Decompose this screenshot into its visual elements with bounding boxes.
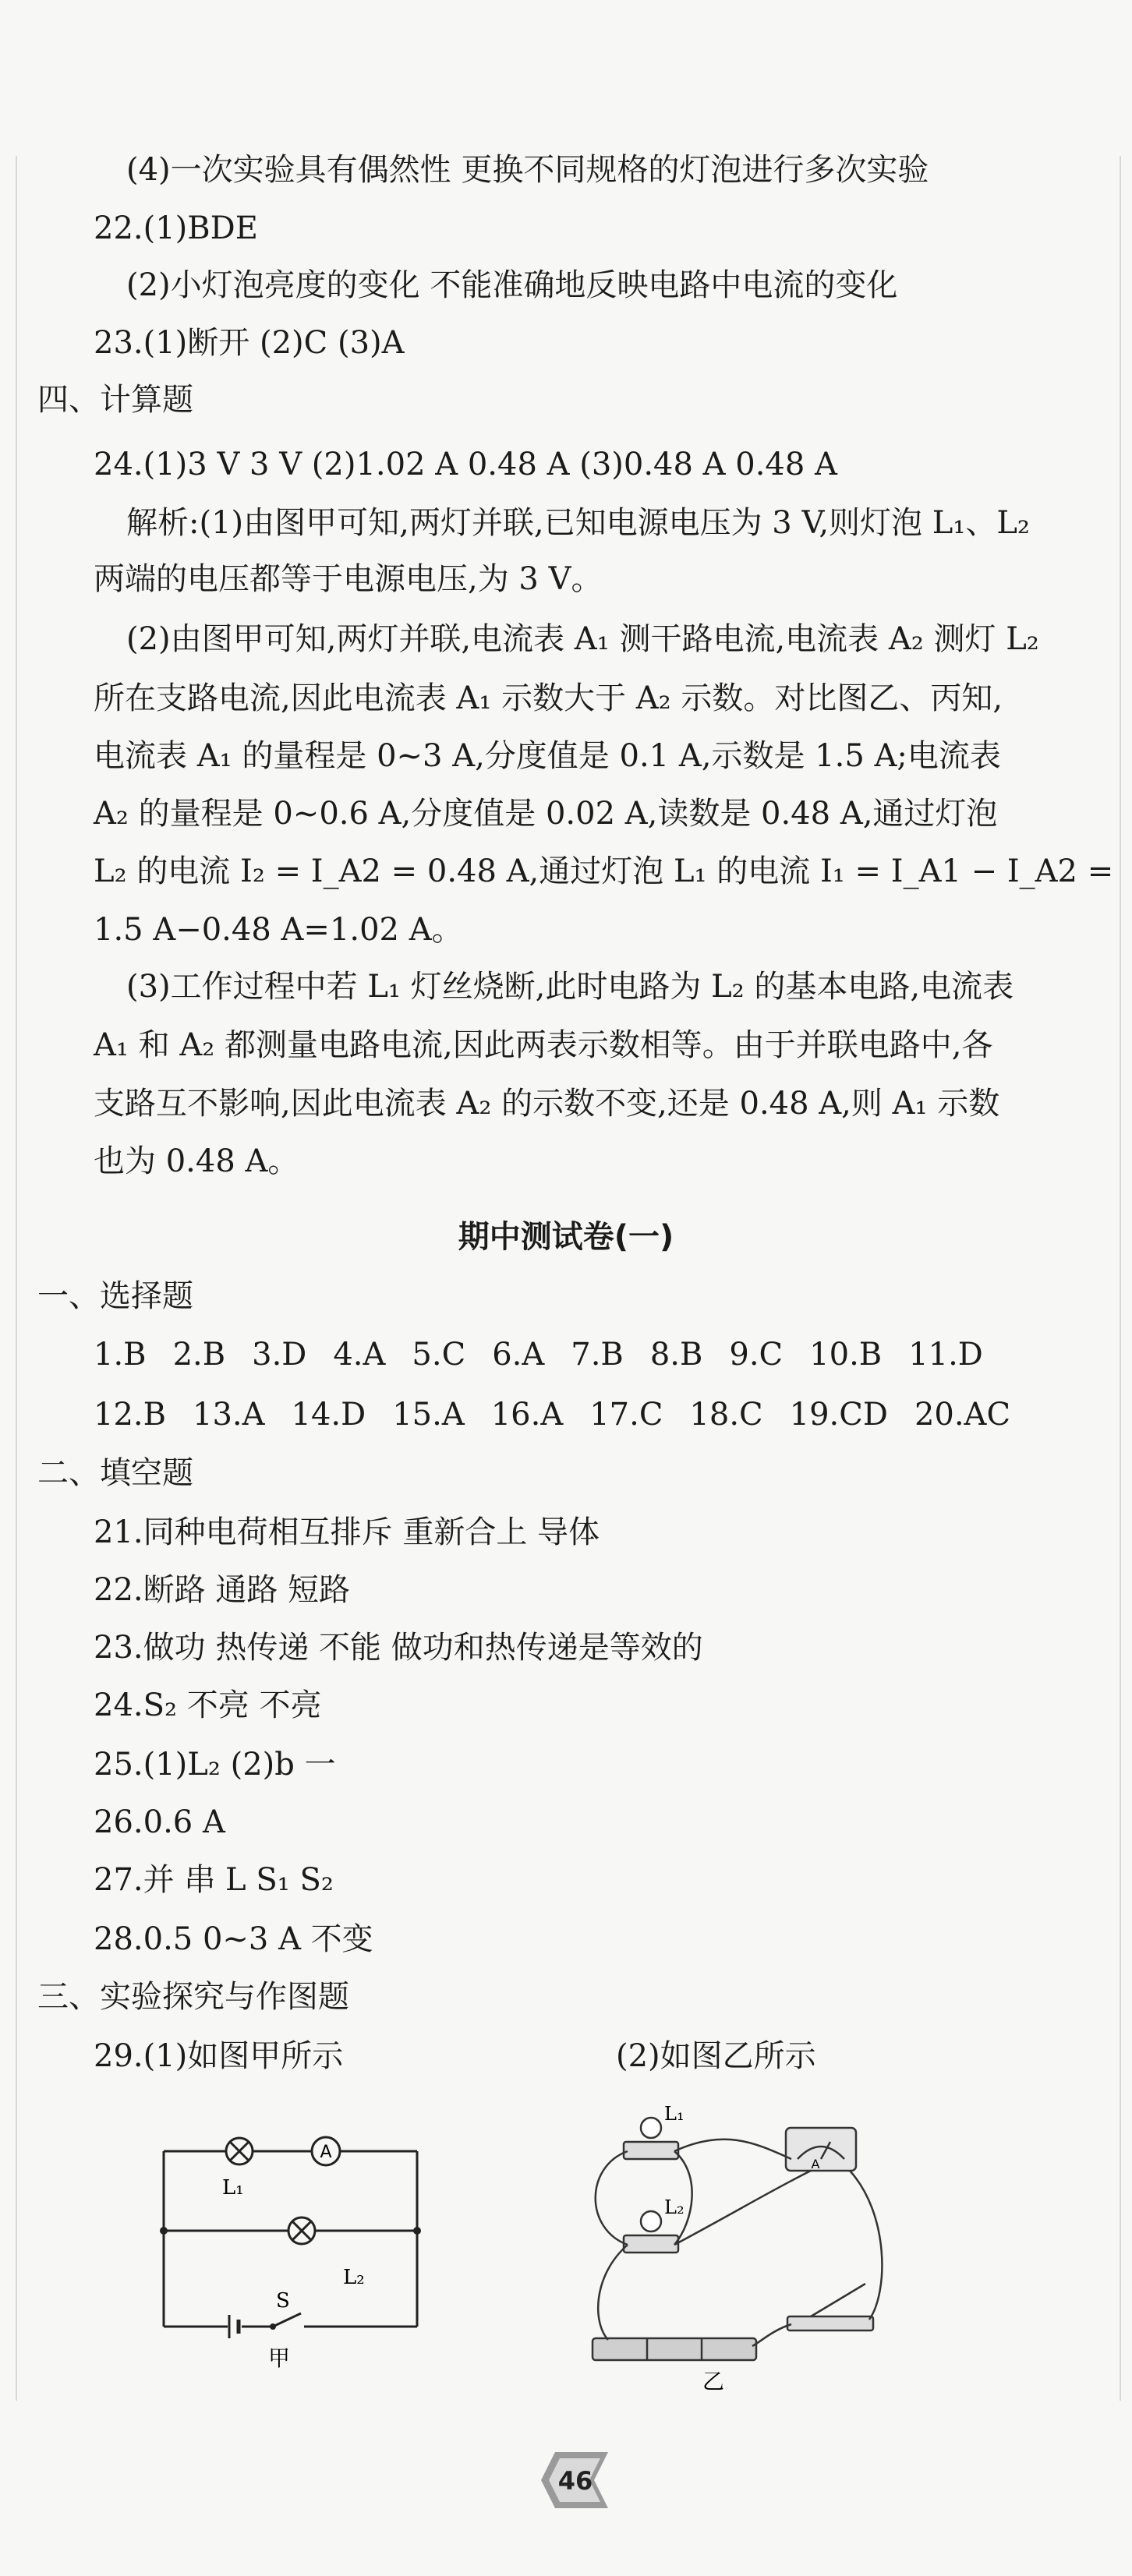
mcq-answer: 9.C bbox=[729, 1337, 784, 1373]
explanation-line: 两端的电压都等于电源电压,为 3 V。 bbox=[94, 561, 603, 597]
fill-answer: 24.S₂ 不亮 不亮 bbox=[94, 1687, 322, 1723]
mcq-answer: 17.C bbox=[589, 1397, 663, 1433]
left-margin-rule bbox=[16, 156, 17, 2401]
mcq-answer: 7.B bbox=[571, 1337, 624, 1373]
lamp-label: L₂ bbox=[664, 2196, 685, 2218]
fill-answer: 28.0.5 0~3 A 不变 bbox=[94, 1921, 373, 1957]
page-number-badge bbox=[539, 2447, 614, 2513]
lamp-label: L₁ bbox=[664, 2103, 685, 2125]
explanation-line: 解析:(1)由图甲可知,两灯并联,已知电源电压为 3 V,则灯泡 L₁、L₂ bbox=[126, 505, 1030, 541]
answer-line: 24.(1)3 V 3 V (2)1.02 A 0.48 A (3)0.48 A 0.48 A bbox=[94, 447, 837, 482]
mcq-answer: 15.A bbox=[392, 1397, 465, 1433]
mcq-answer: 4.A bbox=[333, 1337, 386, 1373]
mcq-answer: 3.D bbox=[252, 1337, 307, 1373]
ammeter-label: A bbox=[811, 2157, 820, 2171]
explanation-line: (2)由图甲可知,两灯并联,电流表 A₁ 测干路电流,电流表 A₂ 测灯 L₂ bbox=[126, 621, 1039, 657]
mcq-answer: 8.B bbox=[649, 1337, 703, 1373]
answer-line: (2)小灯泡亮度的变化 不能准确地反映电路中电流的变化 bbox=[126, 267, 898, 303]
explanation-line: A₂ 的量程是 0~0.6 A,分度值是 0.02 A,读数是 0.48 A,通过灯泡 bbox=[94, 796, 998, 832]
answer-line: 22.(1)BDE bbox=[94, 210, 258, 246]
mcq-answer: 11.D bbox=[908, 1337, 983, 1373]
lamp-label: L₂ bbox=[343, 2266, 365, 2289]
fill-answer: 21.同种电荷相互排斥 重新合上 导体 bbox=[94, 1514, 600, 1550]
section-heading: 三、实验探究与作图题 bbox=[37, 1979, 349, 2015]
exam-title: 期中测试卷(一) bbox=[458, 1219, 674, 1255]
mcq-answer: 16.A bbox=[490, 1397, 564, 1433]
explanation-line: 也为 0.48 A。 bbox=[94, 1143, 299, 1179]
mcq-row-1 bbox=[94, 1333, 1010, 1376]
answer-line: (4)一次实验具有偶然性 更换不同规格的灯泡进行多次实验 bbox=[126, 152, 929, 188]
page-number: 46 bbox=[557, 2466, 593, 2496]
explanation-line: A₁ 和 A₂ 都测量电路电流,因此两表示数相等。由于并联电路中,各 bbox=[94, 1027, 993, 1063]
mcq-answer: 12.B bbox=[94, 1397, 167, 1433]
fill-answer: (2)如图乙所示 bbox=[616, 2038, 816, 2074]
explanation-line: 所在支路电流,因此电流表 A₁ 示数大于 A₂ 示数。对比图乙、丙知, bbox=[94, 680, 1003, 716]
figure-caption: 甲 bbox=[267, 2345, 291, 2371]
mcq-answer: 10.B bbox=[809, 1337, 883, 1373]
mcq-row-2 bbox=[94, 1393, 1037, 1436]
mcq-answer: 18.C bbox=[689, 1397, 763, 1433]
explanation-line: 支路互不影响,因此电流表 A₂ 的示数不变,还是 0.48 A,则 A₁ 示数 bbox=[94, 1086, 1000, 1122]
mcq-answer: 20.AC bbox=[914, 1397, 1011, 1433]
lamp-label: L₁ bbox=[222, 2176, 244, 2200]
wiring-diagram-yi bbox=[577, 2097, 904, 2393]
mcq-answer: 2.B bbox=[172, 1337, 226, 1373]
section-heading: 四、计算题 bbox=[37, 382, 193, 418]
right-margin-rule bbox=[1120, 156, 1121, 2401]
explanation-line: (3)工作过程中若 L₁ 灯丝烧断,此时电路为 L₂ 的基本电路,电流表 bbox=[126, 969, 1014, 1005]
mcq-answer: 5.C bbox=[412, 1337, 466, 1373]
fill-answer: 29.(1)如图甲所示 bbox=[94, 2038, 344, 2074]
mcq-answer: 19.CD bbox=[789, 1397, 888, 1433]
explanation-line: L₂ 的电流 I₂ = I_A2 = 0.48 A,通过灯泡 L₁ 的电流 I₁ = I_A1 − I_A2 = bbox=[94, 853, 1114, 889]
fill-answer: 25.(1)L₂ (2)b 一 bbox=[94, 1747, 336, 1783]
figure-caption: 乙 bbox=[702, 2369, 725, 2393]
fill-answer: 26.0.6 A bbox=[94, 1804, 225, 1840]
section-heading: 二、填空题 bbox=[37, 1455, 193, 1491]
mcq-answer: 14.D bbox=[291, 1397, 366, 1433]
answer-line: 23.(1)断开 (2)C (3)A bbox=[94, 325, 405, 361]
ammeter-label: A bbox=[320, 2143, 332, 2162]
fill-answer: 22.断路 通路 短路 bbox=[94, 1572, 351, 1608]
explanation-line: 电流表 A₁ 的量程是 0~3 A,分度值是 0.1 A,示数是 1.5 A;电流表 bbox=[94, 738, 1001, 774]
mcq-answer: 6.A bbox=[492, 1337, 545, 1373]
mcq-answer: 1.B bbox=[94, 1337, 147, 1373]
mcq-answer: 13.A bbox=[193, 1397, 265, 1433]
explanation-line: 1.5 A−0.48 A=1.02 A。 bbox=[94, 912, 463, 948]
switch-label: S bbox=[276, 2289, 290, 2313]
fill-answer: 23.做功 热传递 不能 做功和热传递是等效的 bbox=[94, 1630, 703, 1666]
fill-answer: 27.并 串 L S₁ S₂ bbox=[94, 1862, 334, 1898]
circuit-diagram-jia bbox=[148, 2120, 437, 2377]
section-heading: 一、选择题 bbox=[37, 1278, 193, 1314]
